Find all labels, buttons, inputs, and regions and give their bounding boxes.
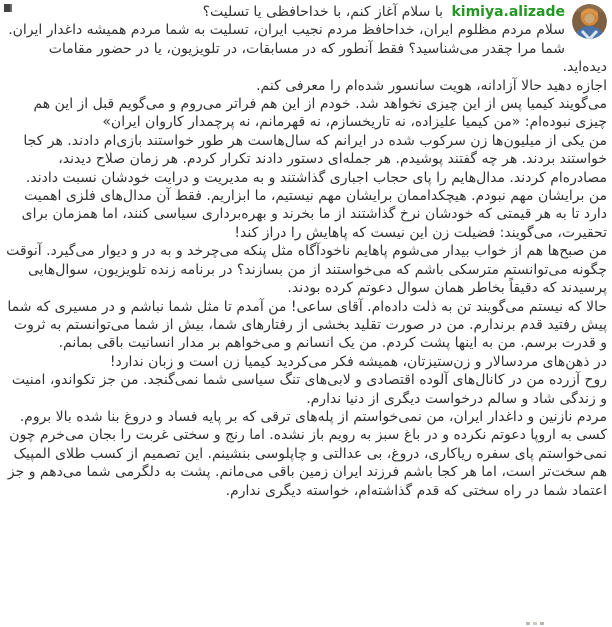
post-paragraph: من برایشان مهم نبودم. هیچکداممان برایشان مهم نیستیم، ما ابزاریم. فقط آن مدال‌های فلزی اهمیت دارد تا به هر قیمتی که خودشان نرخ گذاشتند از ما بخرند و بهره‌برداری سیاسی کنند، اما همزمان برای تحقیرت، می‌گویند: فضیلت زن این نیست که پاهایش را دراز کند! (21, 188, 607, 241)
avatar-image (572, 4, 607, 39)
avatar[interactable] (572, 4, 607, 39)
corner-artifact (4, 4, 12, 12)
post-paragraph: من صبح‌ها هم از خواب بیدار می‌شوم پاهایم ناخودآگاه مثل پنکه می‌چرخد و به در و دیوار می‌گیرد. آنوقت چگونه می‌توانستم مترسکی باشم که می‌خواستند از من بسازند؟ در برنامه زنده تلویزیون، سوال‌هایی پرسیدند که دقیقاً بخاطر همان سوال دعوتم کرده بودند. (6, 243, 607, 297)
post-paragraph: حالا که نیستم می‌گویند تن به ذلت داده‌ام. آقای ساعی! من آمدم تا مثل شما نباشم و در مسیری که شما پیش رفتید قدم برندارم. من در صورت تقلید بخشی از رفتارهای شما، بیش از شما می‌توانستم به ثروت و قدرت برسم. من به اینها پشت کردم. من یک انسانم و می‌خواهم بر مدار انسانیت باقی بمانم. (7, 298, 607, 352)
post-paragraph: می‌گویند کیمیا پس از این چیزی نخواهد شد. خودم از این هم فراتر می‌روم و می‌گویم قبل از این هم چیزی نبوده‌ام: «من کیمیا علیزاده، نه تاریخسازم، نه قهرمانم، نه پرچمدار کاروان ایران» (33, 96, 607, 131)
post-paragraph: روح آزرده من در کانال‌های آلوده اقتصادی و لابی‌های تنگ سیاسی شما نمی‌گنجد. من جز تکواندو، امنیت و زندگی شاد و سالم درخواست دیگری از دنیا ندارم. (11, 372, 607, 407)
post-paragraph: من یکی از میلیون‌ها زن سرکوب شده در ایرانم که سال‌هاست هر طور خواستند بازی‌ام دادند. هر کجا خواستند بردند. هر چه گفتند پوشیدم. هر جمله‌ای دستور دادند تکرار کردم. هر زمان صلاح دیدند، مصادره‌ام کردند. مدال‌هایم را پای حجاب اجباری گذاشتند و به مدیریت و درایت خودشان نسبت دادند. (23, 132, 607, 186)
post-paragraph: شما مرا چقدر می‌شناسید؟ فقط آنطور که در مسابقات، در تلویزیون، یا در حضور مقامات دیده‌اید. (48, 40, 607, 76)
post-first-line (6, 3, 607, 21)
post-paragraph: اجازه دهید حالا آزادانه، هویت سانسور شده‌ام را معرفی کنم. (256, 77, 607, 94)
post-paragraph: مردم نازنین و داغدار ایران، من نمی‌خواستم از پله‌های ترقی که بر پایه فساد و دروغ بنا شده بالا بروم. (19, 408, 607, 425)
post-paragraph: سلام مردم مظلوم ایران، خداحافظ مردم نجیب ایران، تسلیت به شما مردم همیشه داغدار ایران. (8, 22, 565, 39)
username-link[interactable]: kimiya.alizade (451, 4, 565, 20)
post-paragraph: با سلام آغاز کنم، با خداحافظی یا تسلیت؟ (202, 4, 443, 20)
post-paragraph: کسی به اروپا دعوتم نکرده و در باغ سبز به رویم باز نشده. اما رنج و سختی غربت را بجان می‌خرم چون نمی‌خواستم پای سفره ریاکاری، دروغ، بی عدالتی و چاپلوسی بنشینم. این تصمیم از کسب طلای المپیک هم سخت‌تر است، اما هر کجا باشم فرزند ایران زمین باقی می‌مانم. پشت به دلگرمی شما می‌دهم و جز اعتماد شما در راه سختی که قدم گذاشته‌ام، خواسته دیگری ندارم. (7, 427, 607, 499)
post-paragraph: در ذهن‌های مردسالار و زن‌ستیزتان، همیشه فکر می‌کردید کیمیا زن است و زبان ندارد! (109, 353, 607, 370)
truncated-next-line (524, 621, 546, 625)
